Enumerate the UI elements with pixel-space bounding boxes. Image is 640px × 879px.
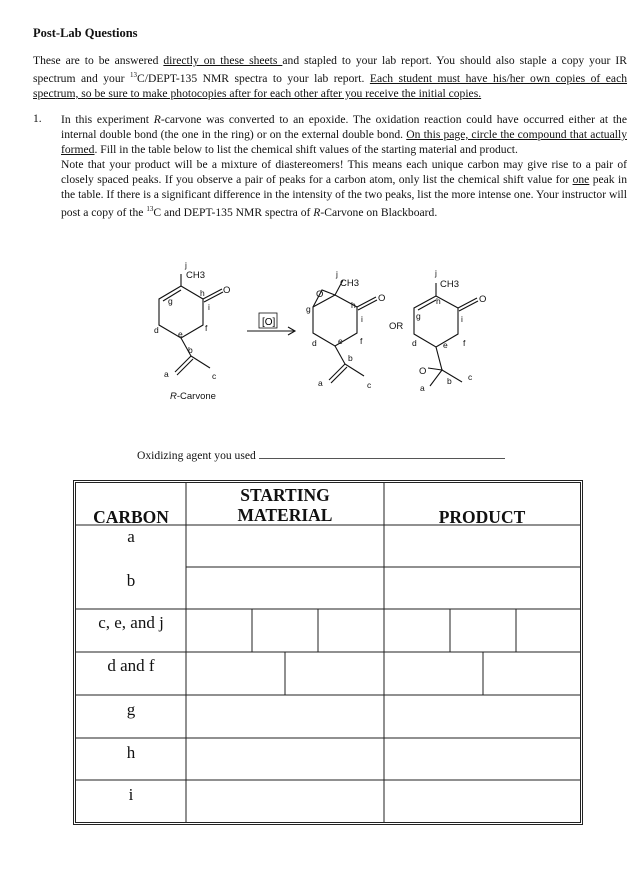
carbon-label: j [185, 260, 187, 270]
question-text-part: In this experiment [61, 113, 154, 126]
oxidizing-agent-label: Oxidizing agent you used [137, 449, 256, 462]
carbon-label: g [168, 296, 173, 306]
intro-text: These are to be answered [33, 54, 164, 67]
carbon-label: c [468, 372, 473, 382]
carbon-label: b [447, 376, 452, 386]
carbon-label: b [348, 353, 353, 363]
italic-r: R [153, 113, 161, 126]
page-title: Post-Lab Questions [33, 26, 138, 40]
ch3-label: CH3 [186, 270, 206, 281]
header-line: MATERIAL [237, 505, 333, 525]
question-text-part: -Carvone on Blackboard. [320, 205, 438, 219]
oxygen-label: O [316, 289, 324, 300]
row-label: a [127, 527, 135, 546]
carbon-label: i [361, 314, 363, 324]
carbon-label: f [360, 336, 363, 346]
carbon-label: a [420, 383, 425, 393]
question-text-part: . Fill in the table below to list the chemical shift values of the starting material and product. [94, 143, 518, 156]
carbon-label: e [178, 329, 183, 339]
row-label: h [126, 743, 136, 762]
carbon-label: h [436, 296, 441, 306]
ch3-label: CH3 [440, 279, 460, 290]
question-number: 1. [33, 112, 42, 125]
carbon-label: d [412, 338, 417, 348]
italic-r: R [313, 205, 321, 219]
column-header-product: PRODUCT [438, 507, 526, 527]
carbon-label: j [435, 268, 437, 278]
oxygen-label: O [223, 285, 231, 296]
carbon-label: i [461, 314, 463, 324]
chemical-shift-table [73, 480, 583, 825]
carbon-label: d [154, 325, 159, 335]
row-label: i [128, 785, 134, 804]
oxygen-label: O [378, 293, 386, 304]
intro-text: and stapled to your lab report. You should also staple a copy your IR spectrum and your [33, 54, 627, 85]
oxygen-label: O [419, 366, 427, 377]
question-text [61, 112, 627, 220]
oxidizing-agent-blank[interactable] [259, 448, 505, 459]
carbon-label: c [367, 380, 372, 390]
or-label: OR [389, 321, 404, 332]
carbon-label: d [312, 338, 317, 348]
carbon-label: b [188, 345, 193, 355]
carbon-label: f [205, 323, 208, 333]
row-label: b [126, 571, 136, 590]
reaction-diagram [150, 258, 500, 408]
row-label: c, e, and j [98, 613, 164, 632]
carbon-label: h [351, 300, 356, 310]
header-line: STARTING [240, 485, 330, 505]
intro-underlined-text: directly on these sheets [163, 54, 283, 67]
carbon-label: j [336, 269, 338, 279]
question-underlined-text: one [572, 173, 590, 186]
carbon-label: c [212, 371, 217, 381]
instructions-paragraph [33, 53, 627, 101]
oxidizing-agent-row [137, 448, 505, 462]
starting-material-caption: R-Carvone [170, 391, 216, 402]
carbon-label: a [318, 378, 323, 388]
carbon-label: g [416, 311, 421, 321]
question-text-part: Note that your product will be a mixture of diastereomers! This means each unique carbon may give rise to a pair of closely spaced peaks. If you observe a pair of peaks for a carbon atom, only list the chemical shift value for [61, 158, 627, 186]
intro-underlined-text: Each student must have his/her own copies of each spectrum, so be sure to make photocopies after for each other after you receive the initial copies. [33, 71, 628, 100]
question-underlined-text: On this page, circle the compound that actually formed [61, 128, 627, 156]
row-label: d and f [107, 656, 155, 675]
carbon-label: h [200, 288, 205, 298]
question-text-part: -carvone was converted to an epoxide. The oxidation reaction could have occurred either at the internal double bond (the one in the ring) or on the external double bond. [61, 113, 628, 141]
column-header-carbon: CARBON [93, 507, 169, 527]
svg-text:[O]: [O] [262, 317, 276, 328]
superscript-13: 13 [130, 71, 137, 79]
reagent-label [259, 313, 277, 328]
intro-text: C/DEPT-135 NMR spectra to your lab report. [137, 71, 370, 85]
carbon-label: e [338, 336, 343, 346]
column-header-starting-material [186, 485, 384, 525]
carbon-label: f [463, 338, 466, 348]
question-text-part: C and DEPT-135 NMR spectra of [153, 205, 314, 219]
carbon-label: g [306, 304, 311, 314]
ch3-label: CH3 [340, 278, 360, 289]
superscript-13: 13 [146, 205, 154, 213]
oxygen-label: O [479, 294, 487, 305]
carbon-label: a [164, 369, 169, 379]
row-label: g [126, 700, 136, 719]
carbon-label: i [208, 302, 210, 312]
carbon-label: e [443, 340, 448, 350]
question-text-part: peak in the table. If there is a significant difference in the intensity of the two peaks, list the more intense one. Your instructor will post a copy of the [61, 173, 627, 219]
